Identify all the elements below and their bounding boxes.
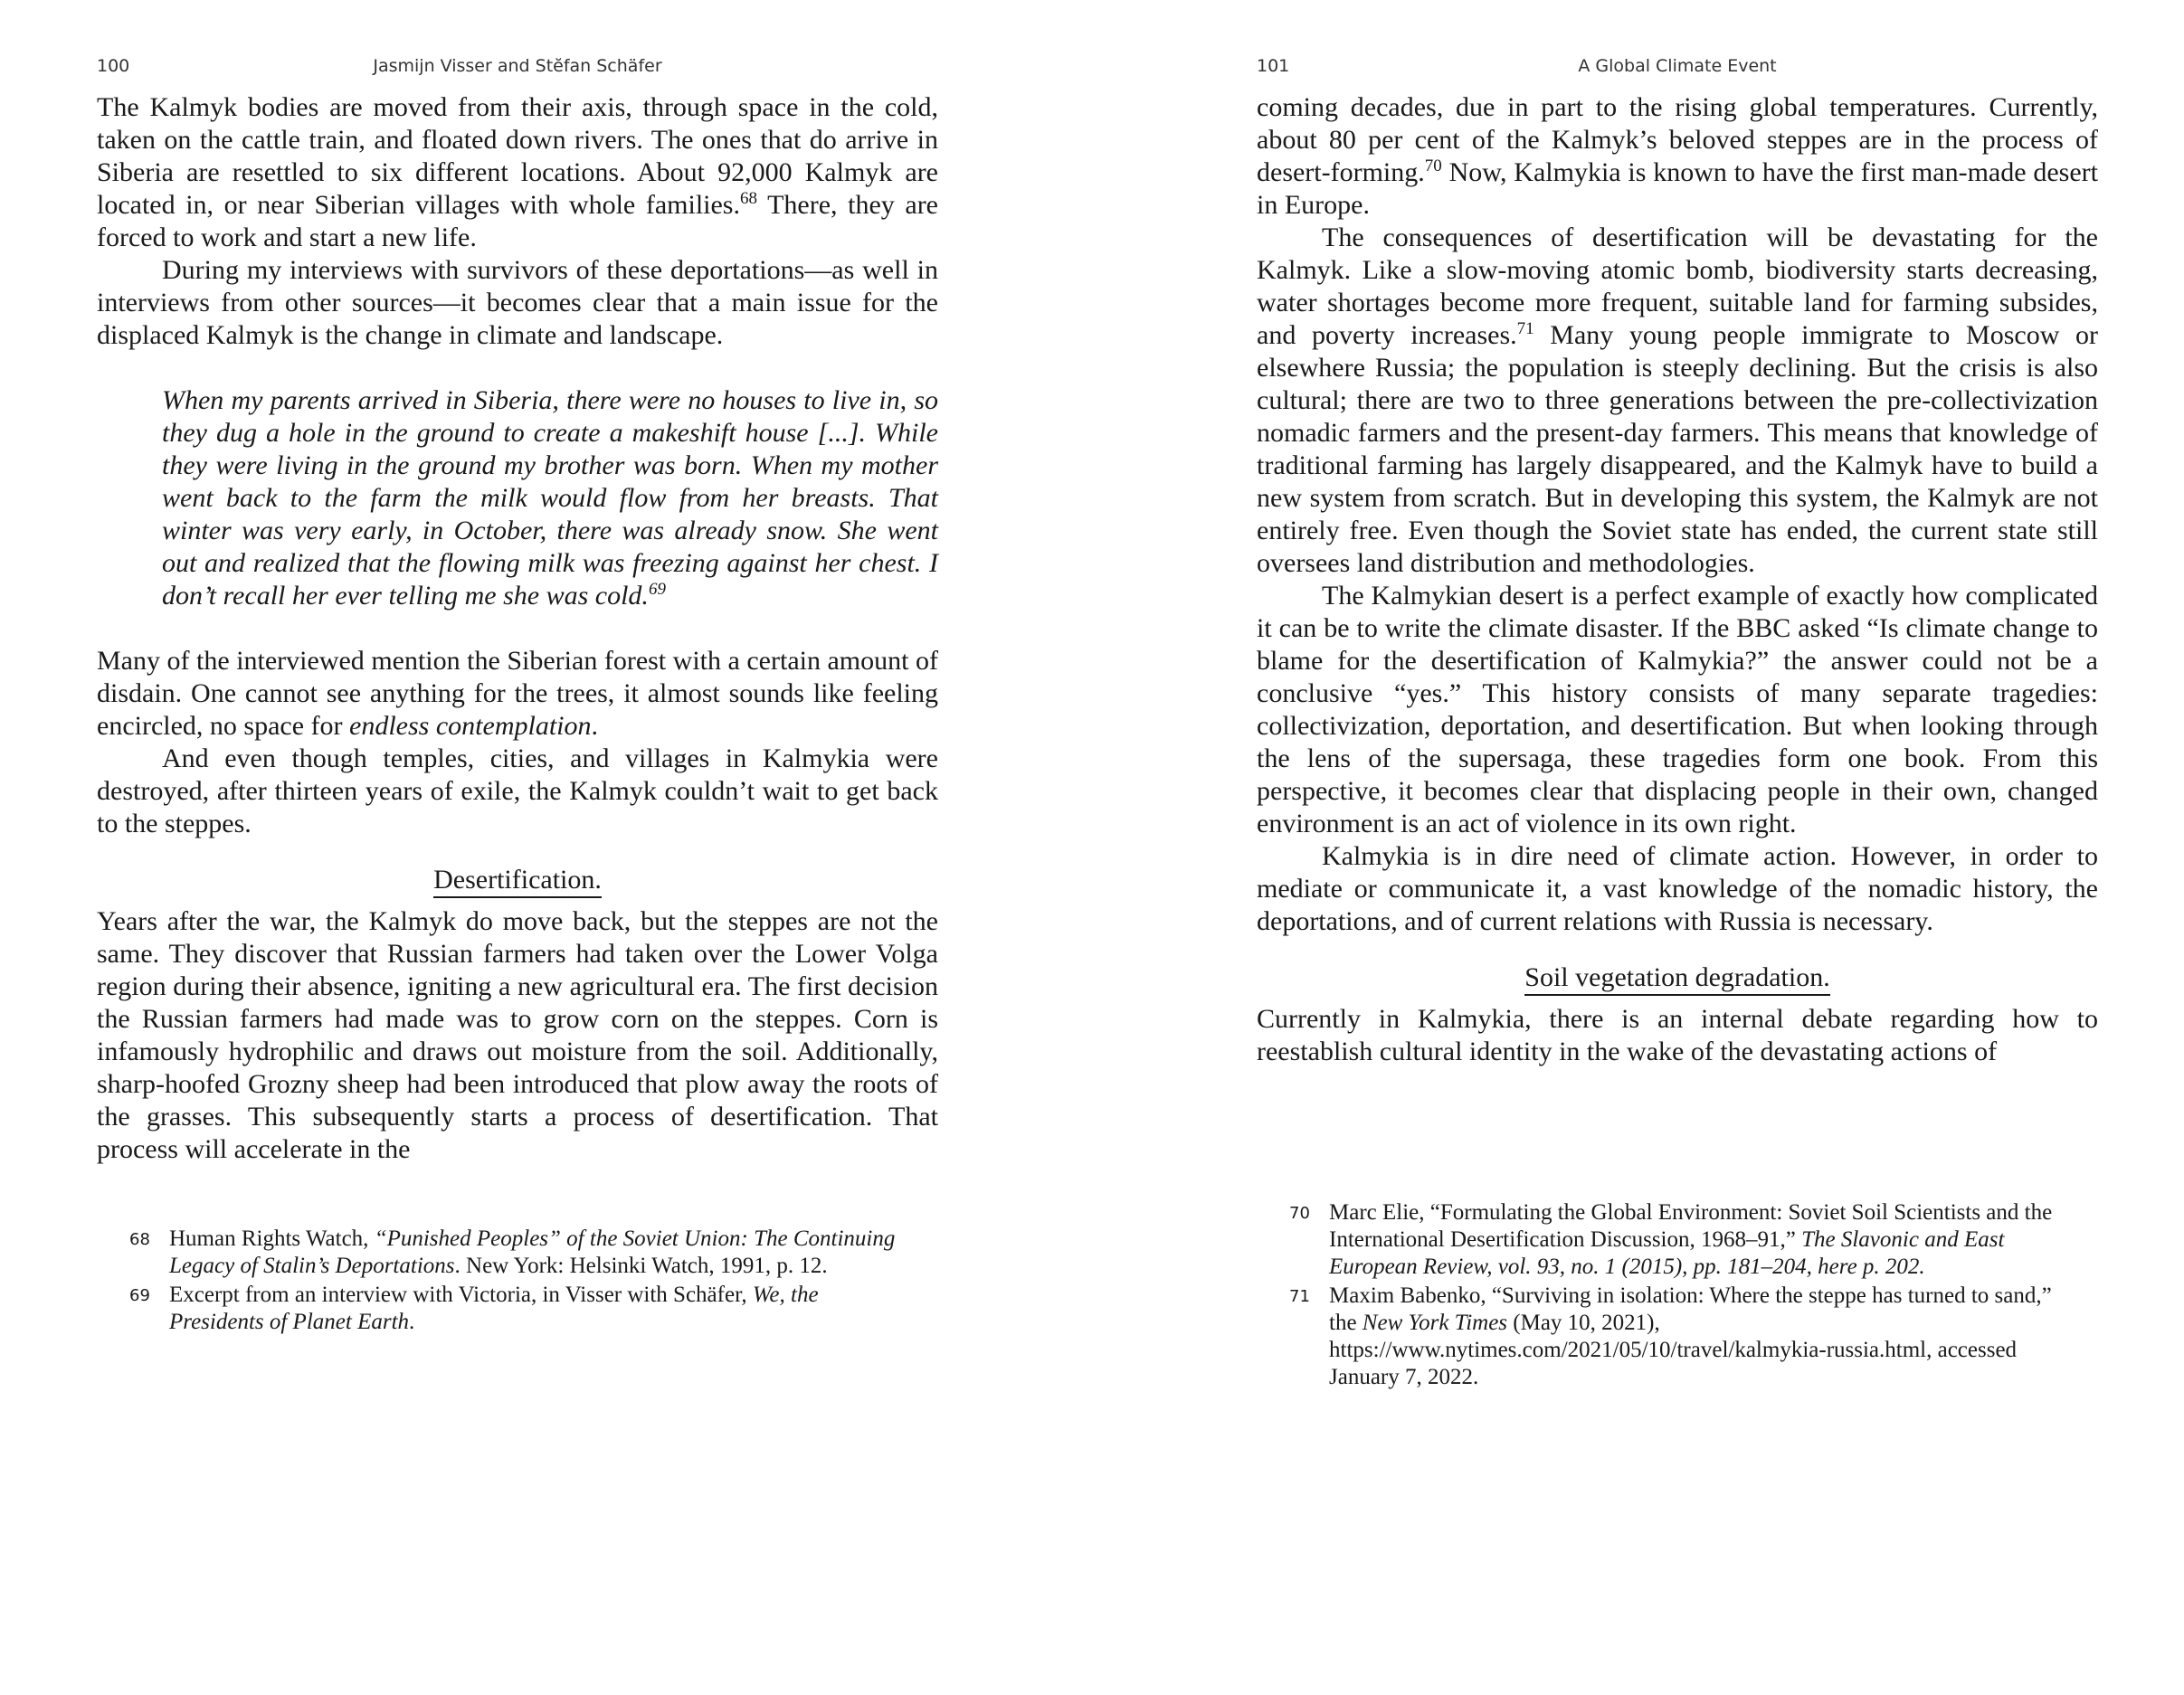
- footnote-ref-68[interactable]: 68: [740, 189, 757, 208]
- paragraph: [1257, 91, 2098, 222]
- footnote-title: New York Times: [1362, 1311, 1508, 1335]
- section-heading: [97, 864, 938, 896]
- footnote-text: Maxim Babenko, “Surviving in isolation: Where the steppe has turned to sand,” the: [1329, 1283, 2052, 1335]
- quote-text: When my parents arrived in Siberia, there were no houses to live in, so they dug a hole in the ground to create a makeshift house [...]. While they were living in the ground my brother was born. When my mother went back to the farm the milk would flow from her breasts. That winter was very early, in October, there was already snow. She went out and realized that the flowing milk was freezing against her chest. I don’t recall her ever telling me she was cold.: [162, 385, 938, 611]
- paragraph: The Kalmykian desert is a perfect example of exactly how complicated it can be to write the climate disaster. If the BBC asked “Is climate change to blame for the desertification of Kalmykia?” the answer could not be a conclusive “yes.” This history consists of many separate tragedies: collectivization, deportation, and desertification. But when looking through the lens of the supersaga, these tragedies form one book. From this perspective, it becomes clear that displacing people in their own, changed environment is an act of violence in its own right.: [1257, 581, 2098, 838]
- footnote-title: The Slavonic and East European Review, vol. 93, no. 1 (2015), pp. 181–204, here p. 202.: [1329, 1227, 2005, 1279]
- right-page: [1257, 0, 2098, 1695]
- left-page-body: [97, 91, 938, 1166]
- footnote-text: (May 10, 2021), https://www.nytimes.com/2021/05/10/travel/kalmykia-russia.html, accessed January 7, 2022.: [1329, 1311, 2018, 1389]
- section-heading-text: Soil vegetation degradation.: [1524, 962, 1829, 996]
- footnotes: [1289, 1199, 2067, 1393]
- footnote-number: 71: [1289, 1287, 1310, 1306]
- footnote-71: [1289, 1283, 2067, 1391]
- paragraph: [1257, 222, 2098, 580]
- paragraph: Kalmykia is in dire need of climate action. However, in order to mediate or communicate it, a vast knowledge of the nomadic history, the deportations, and of current relations with Russia is necessary.: [1257, 841, 2098, 936]
- right-page-body: [1257, 91, 2098, 1068]
- running-head: Jasmijn Visser and Stĕfan Schäfer: [373, 56, 662, 76]
- paragraph-text: coming decades, due in part to the rising global temperatures. Currently, about 80 per cent of the Kalmyk’s beloved steppes are in the process of desert-forming.: [1257, 92, 2098, 187]
- footnote-number: 68: [129, 1230, 150, 1249]
- footnote-number: 69: [129, 1286, 150, 1305]
- footnote-70: [1289, 1199, 2067, 1281]
- paragraph: [97, 645, 938, 743]
- page-number: 100: [97, 56, 130, 76]
- paragraph: Years after the war, the Kalmyk do move back, but the steppes are not the same. They discover that Russian farmers had taken over the Lower Volga region during their absence, igniting a new agricultural era. The first decision the Russian farmers had made was to grow corn on the steppes. Corn is infamously hydrophilic and draws out moisture from the soil. Additionally, sharp-hoofed Grozny sheep had been introduced that plow away the roots of the grasses. This subsequently starts a process of desertification. That process will accelerate in the: [97, 906, 938, 1164]
- left-page-header: [97, 56, 938, 83]
- paragraph-text: There, they are forced to work and start a new life.: [97, 190, 938, 252]
- paragraph: [97, 91, 938, 254]
- footnote-ref-70[interactable]: 70: [1424, 156, 1442, 175]
- footnote-text: Excerpt from an interview with Victoria, in Visser with Schäfer,: [169, 1283, 753, 1307]
- footnote-title: “Punished Peoples” of the Soviet Union: The Continuing Legacy of Stalin’s Deportations: [169, 1226, 896, 1278]
- paragraph-text: Many of the interviewed mention the Siberian forest with a certain amount of disdain. One cannot see anything for the trees, it almost sounds like feeling encircled, no space for: [97, 646, 938, 741]
- page-number: 101: [1257, 56, 1290, 76]
- left-page: [97, 0, 938, 1695]
- footnote-title: We, the Presidents of Planet Earth: [169, 1283, 819, 1334]
- paragraph-text: .: [591, 711, 598, 741]
- footnote-text: Human Rights Watch,: [169, 1226, 375, 1251]
- right-page-header: [1257, 56, 2098, 83]
- block-quote: [162, 384, 938, 612]
- paragraph: And even though temples, cities, and villages in Kalmykia were destroyed, after thirteen years of exile, the Kalmyk couldn’t wait to get back to the steppes.: [97, 743, 938, 838]
- footnote-text: Marc Elie, “Formulating the Global Environment: Soviet Soil Scientists and the International Desertification Discussion, 1968–91,”: [1329, 1200, 2053, 1252]
- footnotes: [129, 1226, 907, 1338]
- footnote-ref-71[interactable]: 71: [1516, 319, 1534, 338]
- section-heading-text: Desertification.: [433, 865, 602, 898]
- paragraph-text: The consequences of desertification will be devastating for the Kalmyk. Like a slow-moving atomic bomb, biodiversity starts decreasing, water shortages become more frequent, suitable land for farming subsides, and poverty increases.: [1257, 223, 2098, 350]
- emphasis: endless contemplation: [349, 711, 592, 741]
- footnote-text: .: [409, 1310, 415, 1334]
- footnote-ref-69[interactable]: 69: [648, 580, 666, 599]
- section-heading: [1257, 961, 2098, 994]
- paragraph-text: Now, Kalmykia is known to have the first man-made desert in Europe.: [1257, 157, 2098, 220]
- paragraph: During my interviews with survivors of these deportations—as well in interviews from other sources—it becomes clear that a main issue for the displaced Kalmyk is the change in climate and landscape.: [97, 255, 938, 350]
- footnote-number: 70: [1289, 1204, 1310, 1223]
- paragraph: Currently in Kalmykia, there is an internal debate regarding how to reestablish cultural identity in the wake of the devastating actions of: [1257, 1004, 2098, 1066]
- paragraph-text: The Kalmyk bodies are moved from their axis, through space in the cold, taken on the cattle train, and floated down rivers. The ones that do arrive in Siberia are resettled to six different locations. About 92,000 Kalmyk are located in, or near Siberian villages with whole families.: [97, 92, 938, 220]
- paragraph-text: Many young people immigrate to Moscow or elsewhere Russia; the population is steeply declining. But the crisis is also cultural; there are two to three generations between the pre-collectivization nomadic farmers and the present-day farmers. This means that knowledge of traditional farming has largely disappeared, and the Kalmyk have to build a new system from scratch. But in developing this system, the Kalmyk are not entirely free. Even though the Soviet state has ended, the current state still oversees land distribution and methodologies.: [1257, 320, 2098, 578]
- footnote-69: [129, 1282, 907, 1336]
- footnote-68: [129, 1226, 907, 1280]
- footnote-text: . New York: Helsinki Watch, 1991, p. 12.: [454, 1254, 828, 1278]
- running-head: A Global Climate Event: [1578, 56, 1777, 76]
